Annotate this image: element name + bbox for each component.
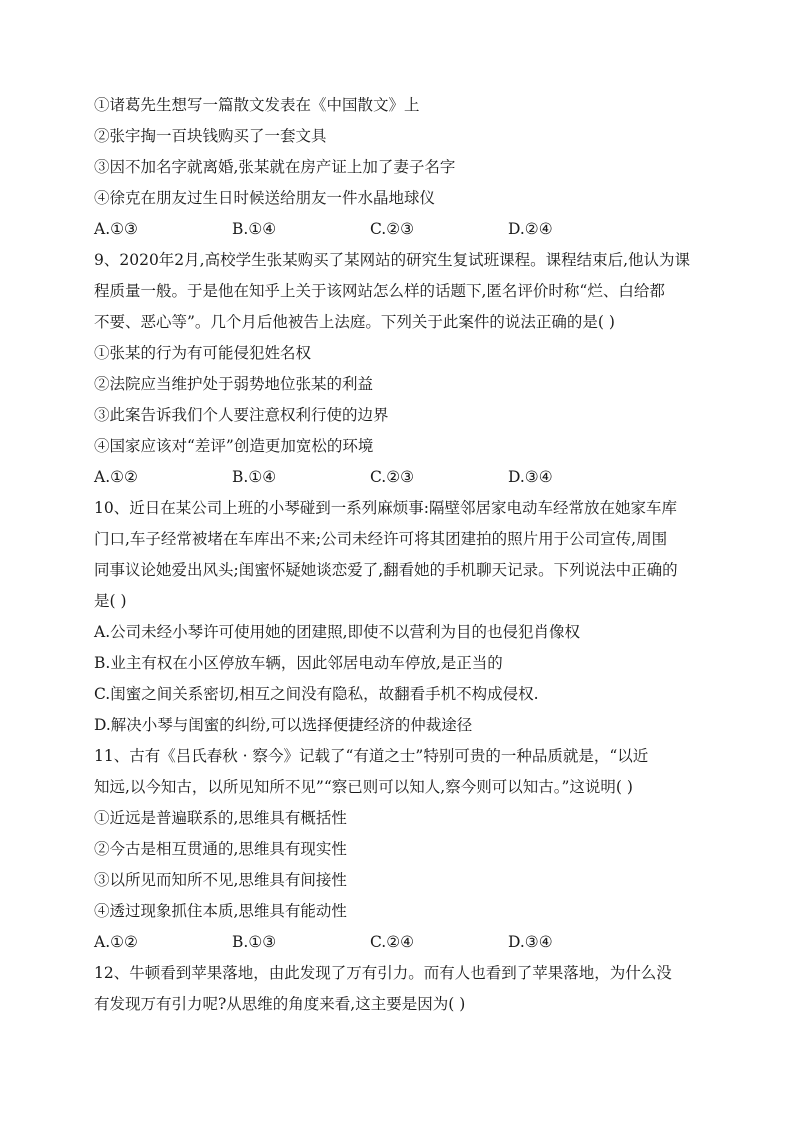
q9-statement-2: ②法院应当维护处于弱势地位张某的利益 <box>94 375 374 393</box>
q11-statement-4: ④透过现象抓住本质,思维具有能动性 <box>94 902 347 920</box>
q12-stem-line-2: 有发现万有引力呢?从思维的角度来看,这主要是因为( ) <box>94 995 466 1013</box>
q8-choices <box>94 214 702 245</box>
q8-choice-b: B.①④ <box>232 220 277 238</box>
question-9 <box>94 245 702 493</box>
q8-choice-a: A.①③ <box>94 220 138 238</box>
q11-statement-1: ①近远是普遍联系的,思维具有概括性 <box>94 809 347 827</box>
q10-option-d: D.解决小琴与闺蜜的纠纷,可以选择便捷经济的仲裁途径 <box>94 716 473 734</box>
q8-statement-3: ③因不加名字就离婚,张某就在房产证上加了妻子名字 <box>94 158 456 176</box>
q11-choice-d: D.③④ <box>508 933 553 951</box>
question-11 <box>94 741 702 958</box>
q9-choice-a: A.①② <box>94 468 138 486</box>
q9-stem-line-3: 不要、恶心等”。几个月后他被告上法庭。下列关于此案件的说法正确的是( ) <box>94 313 615 331</box>
q10-stem-line-4: 是( ) <box>94 592 127 610</box>
document-content <box>94 90 702 1020</box>
q9-statement-4: ④国家应该对“差评”创造更加宽松的环境 <box>94 437 374 455</box>
q9-choice-d: D.③④ <box>508 468 553 486</box>
q9-stem-line-1: 9、2020年2月,高校学生张某购买了某网站的研究生复试班课程。课程结束后,他认为课 <box>94 251 691 269</box>
q10-option-c: C.闺蜜之间关系密切,相互之间没有隐私，故翻看手机不构成侵权. <box>94 685 539 703</box>
question-10 <box>94 493 702 741</box>
question-12 <box>94 958 702 1020</box>
q9-statement-3: ③此案告诉我们个人要注意权利行使的边界 <box>94 406 389 424</box>
q11-choice-c: C.②④ <box>370 933 415 951</box>
q11-stem-line-2: 知远,以今知古，以所见知所不见”“察已则可以知人,察今则可以知古。”这说明( ) <box>94 778 633 796</box>
q8-choice-c: C.②③ <box>370 220 415 238</box>
q11-choices <box>94 927 702 958</box>
q10-stem-line-2: 门口,车子经常被堵在车库出不来;公司未经许可将其团建拍的照片用于公司宣传,周围 <box>94 530 668 548</box>
q8-statement-4: ④徐克在朋友过生日时候送给朋友一件水晶地球仪 <box>94 189 436 207</box>
q12-stem-line-1: 12、牛顿看到苹果落地，由此发现了万有引力。而有人也看到了苹果落地，为什么没 <box>94 964 672 982</box>
q11-statement-3: ③以所见而知所不见,思维具有间接性 <box>94 871 347 889</box>
q9-statement-1: ①张某的行为有可能侵犯姓名权 <box>94 344 312 362</box>
q11-choice-b: B.①③ <box>232 933 277 951</box>
q11-statement-2: ②今古是相互贯通的,思维具有现实性 <box>94 840 347 858</box>
q9-choice-b: B.①④ <box>232 468 277 486</box>
q8-statement-2: ②张宇掏一百块钱购买了一套文具 <box>94 127 327 145</box>
q9-stem-line-2: 程质量一般。于是他在知乎上关于该网站怎么样的话题下,匿名评价时称“烂、白给都 <box>94 282 665 300</box>
q10-option-b: B.业主有权在小区停放车辆，因此邻居电动车停放,是正当的 <box>94 654 503 672</box>
q10-stem-line-3: 同事议论她爱出风头;闺蜜怀疑她谈恋爱了,翻看她的手机聊天记录。下列说法中正确的 <box>94 561 678 579</box>
q10-option-a: A.公司未经小琴许可使用她的团建照,即使不以营利为目的也侵犯肖像权 <box>94 623 581 641</box>
q8-statement-1: ①诸葛先生想写一篇散文发表在《中国散文》上 <box>94 96 420 114</box>
question-8-tail <box>94 90 702 245</box>
q11-choice-a: A.①② <box>94 933 138 951</box>
q10-stem-line-1: 10、近日在某公司上班的小琴碰到一系列麻烦事:隔壁邻居家电动车经常放在她家车库 <box>94 499 677 517</box>
q9-choice-c: C.②③ <box>370 468 415 486</box>
q11-stem-line-1: 11、古有《吕氏春秋 · 察今》记载了“有道之士”特别可贵的一种品质就是，“以近 <box>94 747 649 765</box>
q8-choice-d: D.②④ <box>508 220 553 238</box>
q9-choices <box>94 462 702 493</box>
